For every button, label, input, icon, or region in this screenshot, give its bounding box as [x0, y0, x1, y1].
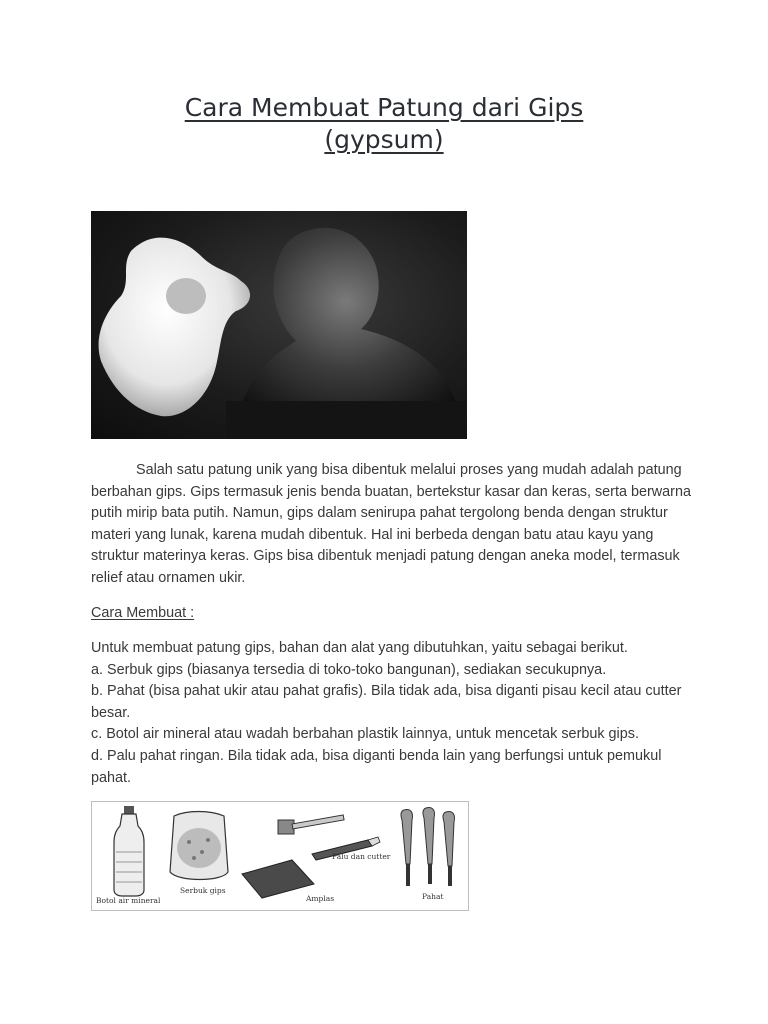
chisel-label: Pahat: [422, 892, 444, 901]
sculpture-photo: [91, 211, 467, 439]
sandpaper-icon: [242, 860, 314, 898]
sculpture-illustration: [91, 211, 467, 439]
gypsum-powder-icon: [170, 812, 228, 880]
intro-paragraph: Salah satu patung unik yang bisa dibentuk melalui proses yang mudah adalah patung berbahan gips. Gips termasuk jenis benda buatan, bertekstur kasar dan keras, serta berwarna putih mirip bata putih. Namun, gips dalam senirupa pahat tergolong benda dengan struktur materi yang lunak, karena mudah dibentuk. Hal ini berbeda dengan batu atau kayu yang struktur materinya keras. Gips bisa dibentuk menjadi patung dengan aneka model, termasuk relief atau ornamen ukir.: [91, 462, 691, 586]
title-line-1: Cara Membuat Patung dari Gips: [184, 93, 584, 122]
tools-figure: [91, 801, 469, 911]
tools-illustration: [92, 802, 468, 910]
list-item: a. Serbuk gips (biasanya tersedia di toko-toko bangunan), sediakan secukupnya.: [91, 661, 607, 678]
list-item: b. Pahat (bisa pahat ukir atau pahat grafis). Bila tidak ada, bisa diganti pisau kecil atau cutter besar.: [91, 683, 682, 721]
list-intro: Untuk membuat patung gips, bahan dan alat yang dibutuhkan, yaitu sebagai berikut.: [91, 640, 628, 656]
list-item: c. Botol air mineral atau wadah berbahan plastik lainnya, untuk mencetak serbuk gips.: [91, 726, 639, 743]
chisel-icon: [401, 807, 455, 886]
title-line-2: (gypsum): [324, 125, 444, 154]
materials-list: [91, 638, 691, 789]
hammer-label: Palu dan cutter: [332, 852, 391, 861]
bottle-icon: [114, 806, 144, 896]
section-heading: Cara Membuat :: [91, 605, 195, 621]
hammer-icon: [278, 815, 344, 834]
sandpaper-label: Amplas: [306, 894, 335, 903]
bottle-label: Botol air mineral: [96, 896, 161, 905]
list-item: d. Palu pahat ringan. Bila tidak ada, bisa diganti benda lain yang berfungsi untuk pemukul pahat.: [91, 747, 662, 786]
powder-label: Serbuk gips: [180, 886, 226, 895]
page-title: [0, 92, 768, 156]
